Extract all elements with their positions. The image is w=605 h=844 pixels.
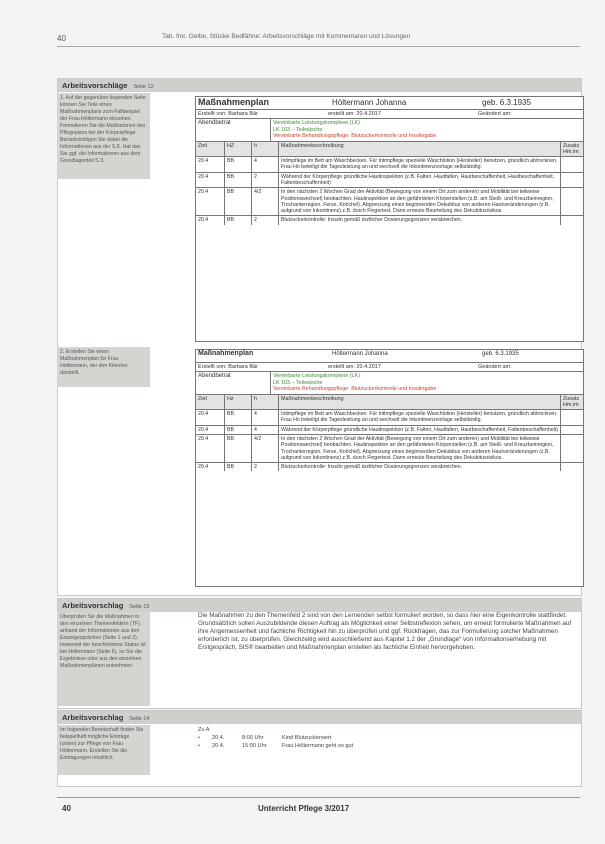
- row-hz: BB: [225, 188, 252, 216]
- answer-text: Die Maßnahmen zu den Themenfeld 2 sind von den Lernenden selbst formuliert worden, so dass hier eine Eigenkontrolle stattfindet. Grundsätzlich sollen Auszubildende diesen Auftrag als Möglichkeit einer Selbstreflexion sehen, um erneut formulierte Maßnahmen auf ihre Angemessenheit und fachliche Richtigkeit hin zu überprüfen und ggf. Rückfragen, das zur Formulierung solcher Maßnahmen erforderlich ist, zu überprüfen. Gleichzeitig wird ausschließend aus Kapitel 1.2 der „Grundlage“ von Informationserhebung mit Erstgespräch, SIS® bearbeiten und Maßnahmenplan erstellen als fachliche Einheit hervorgehoben.: [198, 612, 572, 652]
- category-row: [196, 371, 583, 394]
- row-hz: BB: [225, 172, 252, 188]
- category-label: Abendbetrat: [196, 119, 271, 141]
- row-date: 20.4: [196, 157, 225, 173]
- row-hz: BB: [225, 463, 252, 472]
- massnahmenplan-1: [195, 96, 584, 342]
- appointment-time: 8:00 Uhr: [242, 735, 264, 741]
- row-description: Blutzuckerkontrolle: Insulin gemäß ärztlicher Dosierungsgrenzen verabreichen.: [279, 463, 561, 472]
- row-date: 20.4: [196, 410, 225, 426]
- column-header: Maßnahmenbeschreibung: [279, 394, 561, 410]
- plan-title-row: [196, 350, 583, 362]
- plan-title-row: [196, 97, 583, 109]
- created-on: erstellt am: 20.4.2017: [328, 111, 381, 117]
- column-header: Zeit: [196, 394, 225, 410]
- patient-name: Höltermann Johanna: [332, 351, 388, 357]
- section-heading: [58, 599, 581, 612]
- table-row: [196, 425, 583, 434]
- table-header-row: [196, 394, 583, 410]
- task-4: Im folgenden Bereitschaft finden Sie beispielhaft mögliche Einträge (unten) zur Pflege von Frau Höltermann. Erstellen Sie die Eintragungen inhaltlich.: [57, 725, 150, 775]
- page-reference: Seite 14: [129, 716, 150, 722]
- row-hours: 2: [252, 216, 279, 225]
- table-row: [196, 188, 583, 216]
- task-1: 1. Auf der gegenüber liegenden Seite können Sie Teile eines Maßnahmenplans zum Fallbeispiel der Frau Höltermann einsehen. Formulieren Sie die Maßnahmen des Pflegeplans bei der Körperpflege. Berücksichtigen Sie dabei die Informationen aus der S.6. Hat das Sie ggf. die Informationen aus dem Grundlagenteil S.3.: [57, 93, 150, 179]
- created-by: Erstellt von: Barbara Bär: [198, 111, 258, 117]
- row-date: 20.4: [196, 188, 225, 216]
- row-description: Blutzuckerkontrolle: Insulin gemäß ärztlicher Dosierungsgrenzen verabreichen.: [279, 216, 561, 225]
- changed-on: Geändert am:: [478, 364, 512, 370]
- row-description: Während der Körperpflege gründliche Hautinspektion (z.B. Falten, Hautfalten, Hautbeschaffenheit, Hautbeschaffenheit, Faltenbeschaffenheit): [279, 172, 561, 188]
- created-by: Erstellt von: Barbara Bär: [198, 364, 258, 370]
- row-hours: 4: [252, 425, 279, 434]
- page-reference: Seite 12: [133, 84, 154, 90]
- patient-birthdate: geb. 6.3.1935: [482, 98, 531, 107]
- row-signature: [561, 216, 584, 225]
- appointment-bullet: •: [198, 743, 200, 749]
- row-date: 20.4: [196, 172, 225, 188]
- column-header: Maßnahmenbeschreibung: [279, 141, 561, 157]
- patient-name: Höltermann Johanna: [332, 98, 407, 107]
- column-header: h: [252, 394, 279, 410]
- footer-magazine-title: Unterricht Pflege 3/2017: [258, 804, 350, 813]
- row-signature: [561, 425, 584, 434]
- category-label: Abendbetrat: [196, 372, 271, 394]
- category-row: [196, 118, 583, 141]
- row-signature: [561, 434, 584, 462]
- row-description: Intimpflege im Bett am Waschbecken. Für Intimpflege spezielle Waschlotion (Hersteller) benutzen, gründlich abtrocknen. Frau Ho beteiligt die Tagesleistung an und wechselt die Inkontinenzvorlage selbständig.: [279, 410, 561, 426]
- appointment-row: [198, 734, 353, 742]
- plan-title: Maßnahmenplan: [198, 350, 254, 357]
- task-3: Überprüfen Sie die Maßnahmen in den einzelnen Themenfeldern (TF), anhand der Informationen aus den Einzelgesprächen (Seite 1 und 2). Inwieweit der beschriebene Status ist bei Höltermann (Seite 6), so Sie die Ergebnisse oder aus den einzelnen Maßnahmenplänen entnehmen.: [57, 612, 150, 706]
- appointment-heading: Zu A: [198, 727, 210, 733]
- table-header-row: [196, 141, 583, 157]
- page-reference: Seite 13: [129, 604, 150, 610]
- appointment-text: Kind Blutzuckerwert: [282, 735, 332, 741]
- footer-divider: [57, 797, 580, 798]
- table-row: [196, 463, 583, 472]
- category-line: LK 103 – Teilwäsche: [273, 379, 323, 386]
- table-row: [196, 434, 583, 462]
- row-hours: 2: [252, 463, 279, 472]
- row-date: 20.4: [196, 434, 225, 462]
- row-hz: BB: [225, 434, 252, 462]
- section-heading: [58, 711, 581, 724]
- row-description: In den nächsten 2 Wochen Grad der Aktivität (Bewegung von einem Ort zum anderen) und Mobilität bei teilweise Positionswechsel) beobachten. Hautinspektion an den gefährdeten Körperstellen (z.B. am Steiß- und Kreuzbeinregion, Trochanterregion, Ferse, Knöchel). Abgrenzung eines beginnenden Dekubitus von anderen Hautveränderungen (z.B. aufgrund von Inkontinenz) z.B. durch Fingertest. Dann erneute Beurteilung des Dekubitusrisikos.: [279, 188, 561, 216]
- appointment-time: 15:00 Uhr: [242, 743, 267, 749]
- task-2: 2. Erstellen Sie einen Maßnahmenplan für Frau Höltermann, der den Klienten darstellt.: [57, 347, 150, 387]
- patient-birthdate: geb. 6.3.1935: [482, 351, 519, 357]
- appointment-date: 20.4.: [212, 743, 225, 749]
- category-line: LK 103 – Teilwäsche: [273, 126, 323, 133]
- measures-table: [196, 141, 583, 225]
- appointment-block: [198, 726, 353, 750]
- row-signature: [561, 172, 584, 188]
- changed-on: Geändert am:: [478, 111, 512, 117]
- column-header: Zeit: [196, 141, 225, 157]
- row-description: In den nächsten 2 Wochen Grad der Aktivität (Bewegung von einem Ort zum anderen) und Mobilität bei teilweise Positionswechsel) beobachten. Hautinspektion an den gefährdeten Körperstellen (z.B. am Steiß- und Kreuzbeinregion, Trochanterregion, Ferse, Knöchel). Abgrenzung eines beginnenden Dekubitus von anderen Hautveränderungen (z.B. aufgrund von Inkontinenz) z.B. durch Fingertest. Dann erneute Beurteilung des Dekubitusrisikos.: [279, 434, 561, 462]
- category-line: Vereinbarte Leistungskomplexe (LK): [273, 373, 360, 379]
- plan-meta-row: [196, 109, 583, 118]
- row-hours: 4/2: [252, 188, 279, 216]
- row-hours: 2: [252, 172, 279, 188]
- row-date: 20.4: [196, 425, 225, 434]
- row-hours: 4/2: [252, 434, 279, 462]
- category-line: Vereinbarte Behandlungspflege: Blutzuckerkontrolle und Insulingabe: [273, 133, 437, 139]
- row-signature: [561, 157, 584, 173]
- appointment-row: [198, 742, 353, 750]
- row-hz: BB: [225, 216, 252, 225]
- column-header: Zusatz Hm.im: [561, 141, 584, 157]
- column-header: Zusatz Hm.im: [561, 394, 584, 410]
- category-line: Vereinbarte Leistungskomplexe (LK): [273, 120, 360, 126]
- row-description: Während der Körperpflege gründliche Hautinspektion (z.B. Falten, Hautfalten, Hautbeschaffenheit, Faltenbeschaffenheit): [279, 425, 561, 434]
- header-divider: [57, 46, 580, 47]
- row-description: Intimpflege im Bett am Waschbecken. Für Intimpflege spezielle Waschlotion (Hersteller) benutzen, gründlich abtrocknen. Frau Ho beteiligt die Tagesleistung an und wechselt die Inkontinenzvorlage selbständig.: [279, 157, 561, 173]
- section-title: Arbeitsvorschlag: [62, 601, 124, 610]
- category-lines: [271, 372, 583, 394]
- table-row: [196, 157, 583, 173]
- row-hours: 4: [252, 157, 279, 173]
- footer-page-number: 40: [62, 804, 71, 813]
- row-hz: BB: [225, 425, 252, 434]
- appointment-bullet: •: [198, 735, 200, 741]
- row-signature: [561, 188, 584, 216]
- table-row: [196, 410, 583, 426]
- column-header: HZ: [225, 141, 252, 157]
- row-hz: BB: [225, 157, 252, 173]
- table-row: [196, 172, 583, 188]
- section-title: Arbeitsvorschläge: [62, 81, 128, 90]
- measures-table: [196, 394, 583, 472]
- appointment-list: [198, 734, 353, 750]
- plan-title: Maßnahmenplan: [198, 97, 270, 107]
- header-running-title: Tab. fmr. Gelbe, Stücke Bedfähne: Arbeitsvorschläge mit Kommentaren und Lösungen: [162, 33, 411, 40]
- row-date: 20.4: [196, 216, 225, 225]
- column-header: h: [252, 141, 279, 157]
- massnahmenplan-2: [195, 349, 584, 587]
- section-title: Arbeitsvorschlag: [62, 713, 124, 722]
- table-row: [196, 216, 583, 225]
- plan-meta-row: [196, 362, 583, 371]
- category-line: Vereinbarte Behandlungspflege: Blutzuckerkontrolle und Insulingabe: [273, 386, 437, 392]
- column-header: Hz: [225, 394, 252, 410]
- header-page-number: 40: [57, 34, 66, 43]
- category-lines: [271, 119, 583, 141]
- created-on: erstellt am: 20.4.2017: [328, 364, 381, 370]
- row-hz: BB: [225, 410, 252, 426]
- row-date: 20.4: [196, 463, 225, 472]
- row-hours: 4: [252, 410, 279, 426]
- appointment-text: Frau Höltermann geht es gut: [282, 743, 354, 749]
- section-heading: [58, 79, 581, 92]
- row-signature: [561, 410, 584, 426]
- appointment-date: 20.4.: [212, 735, 225, 741]
- row-signature: [561, 463, 584, 472]
